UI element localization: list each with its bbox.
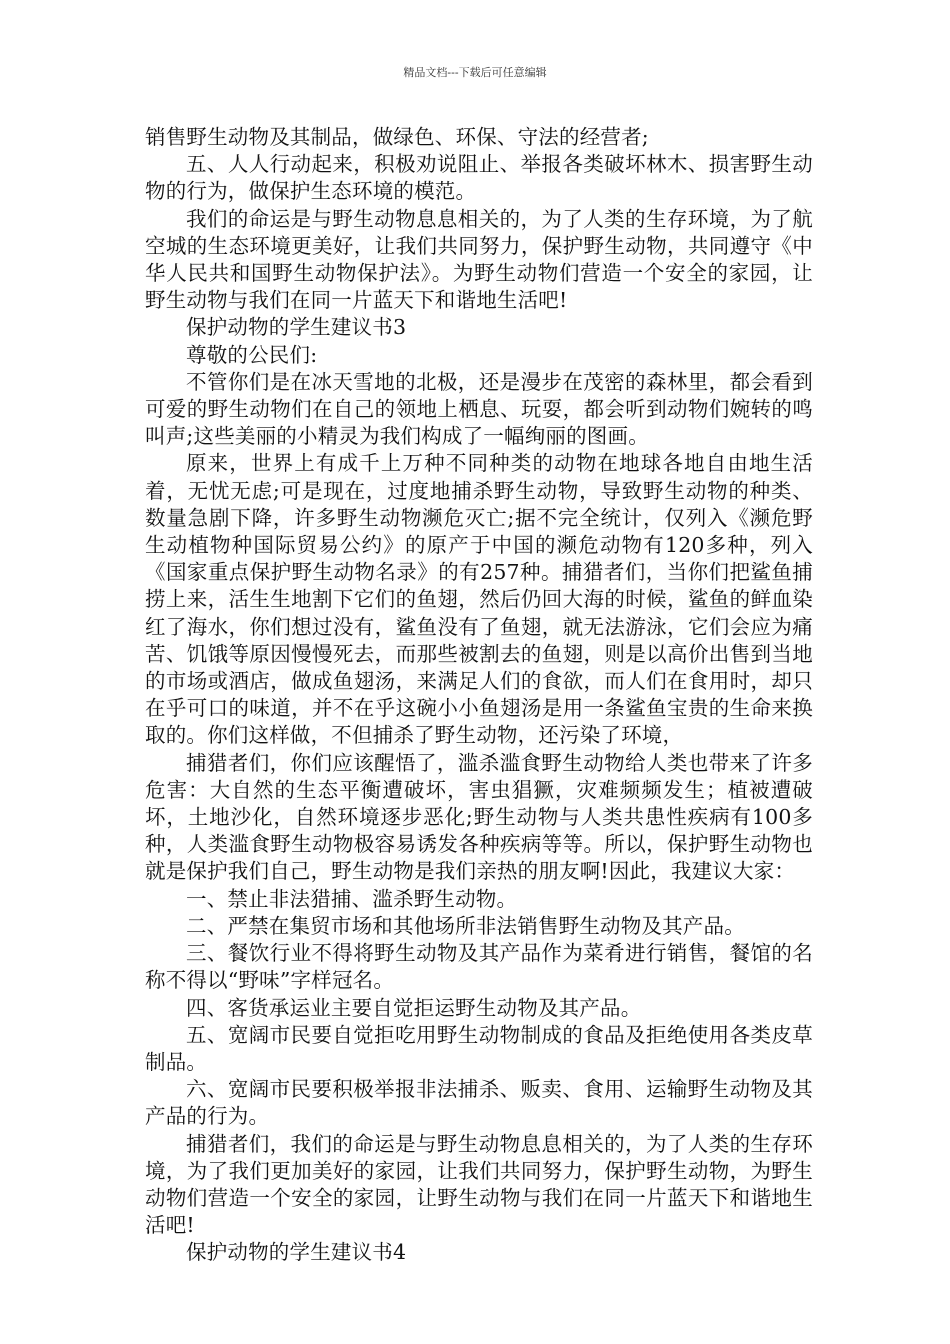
suggestion-item-4: 四、客货承运业主要自觉拒运野生动物及其产品。 — [186, 995, 642, 1020]
paragraph-intro: 不管你们是在冰天雪地的北极，还是漫步在茂密的森林里，都会看到可爱的野生动物们在自己的领地上栖息、玩耍，都会听到动物们婉转的鸣叫声;这些美丽的小精灵为我们构成了一幅绚丽的图画。 — [145, 369, 813, 449]
paragraph-item-five: 五、人人行动起来，积极劝说阻止、举报各类破坏林木、损害野生动物的行为，做保护生态环境的模范。 — [145, 152, 813, 204]
paragraph-continuation: 销售野生动物及其制品，做绿色、环保、守法的经营者; — [145, 125, 649, 149]
suggestion-item-1: 一、禁止非法猎捕、滥杀野生动物。 — [186, 886, 518, 911]
paragraph-closing: 捕猎者们，我们的命运是与野生动物息息相关的，为了人类的生存环境，为了我们更加美好的家园，让我们共同努力，保护野生动物，为野生动物们营造一个安全的家园，让野生动物与我们在同一片蓝天下和谐地生活吧! — [145, 1131, 813, 1238]
paragraph-harms: 捕猎者们，你们应该醒悟了，滥杀滥食野生动物给人类也带来了许多危害：大自然的生态平衡遭破坏，害虫猖獗，灾难频频发生；植被遭破坏，土地沙化，自然环境逐步恶化;野生动物与人类共患性疾病有100多种，人类滥食野生动物极容易诱发各种疾病等等。所以，保护野生动物也就是保护我们自己，野生动物是我们亲热的朋友啊!因此，我建议大家： — [145, 750, 813, 884]
document-body — [145, 124, 813, 1267]
page-header: 精品文档---下载后可任意编辑 — [403, 66, 547, 79]
salutation: 尊敬的公民们: — [186, 342, 318, 367]
paragraph-background: 原来，世界上有成千上万种不同种类的动物在地球各地自由地生活着，无忧无虑;可是现在，过度地捕杀野生动物，导致野生动物的种类、数量急剧下降，许多野生动物濒危灭亡;据不完全统计，仅列入《濒危野生动植物种国际贸易公约》的原产于中国的濒危动物有120多种，列入《国家重点保护野生动物名录》的有257种。捕猎者们，当你们把鲨鱼捕捞上来，活生生地割下它们的鱼翅，然后仍回大海的时候，鲨鱼的鲜血染红了海水，你们想过没有，鲨鱼没有了鱼翅，就无法游泳，它们会应为痛苦、饥饿等原因慢慢死去，而那些被割去的鱼翅，则是以高价出售到当地的市场或酒店，做成鱼翅汤，来满足人们的食欲，而人们在食用时，却只在乎可口的味道，并不在乎这碗小小鱼翅汤是用一条鲨鱼宝贵的生命来换取的。你们这样做，不但捕杀了野生动物，还污染了环境， — [145, 451, 813, 748]
suggestion-item-2: 二、严禁在集贸市场和其他场所非法销售野生动物及其产品。 — [186, 913, 745, 938]
suggestion-item-5: 五、宽阔市民要自觉拒吃用野生动物制成的食品及拒绝使用各类皮草制品。 — [145, 1022, 813, 1074]
suggestion-item-3: 三、餐饮行业不得将野生动物及其产品作为菜肴进行销售，餐馆的名称不得以“野味”字样冠名。 — [145, 941, 813, 993]
suggestion-item-6: 六、宽阔市民要积极举报非法捕杀、贩卖、食用、运输野生动物及其产品的行为。 — [145, 1077, 813, 1129]
section-title-4: 保护动物的学生建议书4 — [186, 1240, 407, 1265]
paragraph-conclusion: 我们的命运是与野生动物息息相关的，为了人类的生存环境，为了航空城的生态环境更美好，让我们共同努力，保护野生动物，共同遵守《中华人民共和国野生动物保护法》。为野生动物们营造一个安全的家园，让野生动物与我们在同一片蓝天下和谐地生活吧! — [145, 206, 813, 313]
section-title-3: 保护动物的学生建议书3 — [186, 315, 407, 340]
